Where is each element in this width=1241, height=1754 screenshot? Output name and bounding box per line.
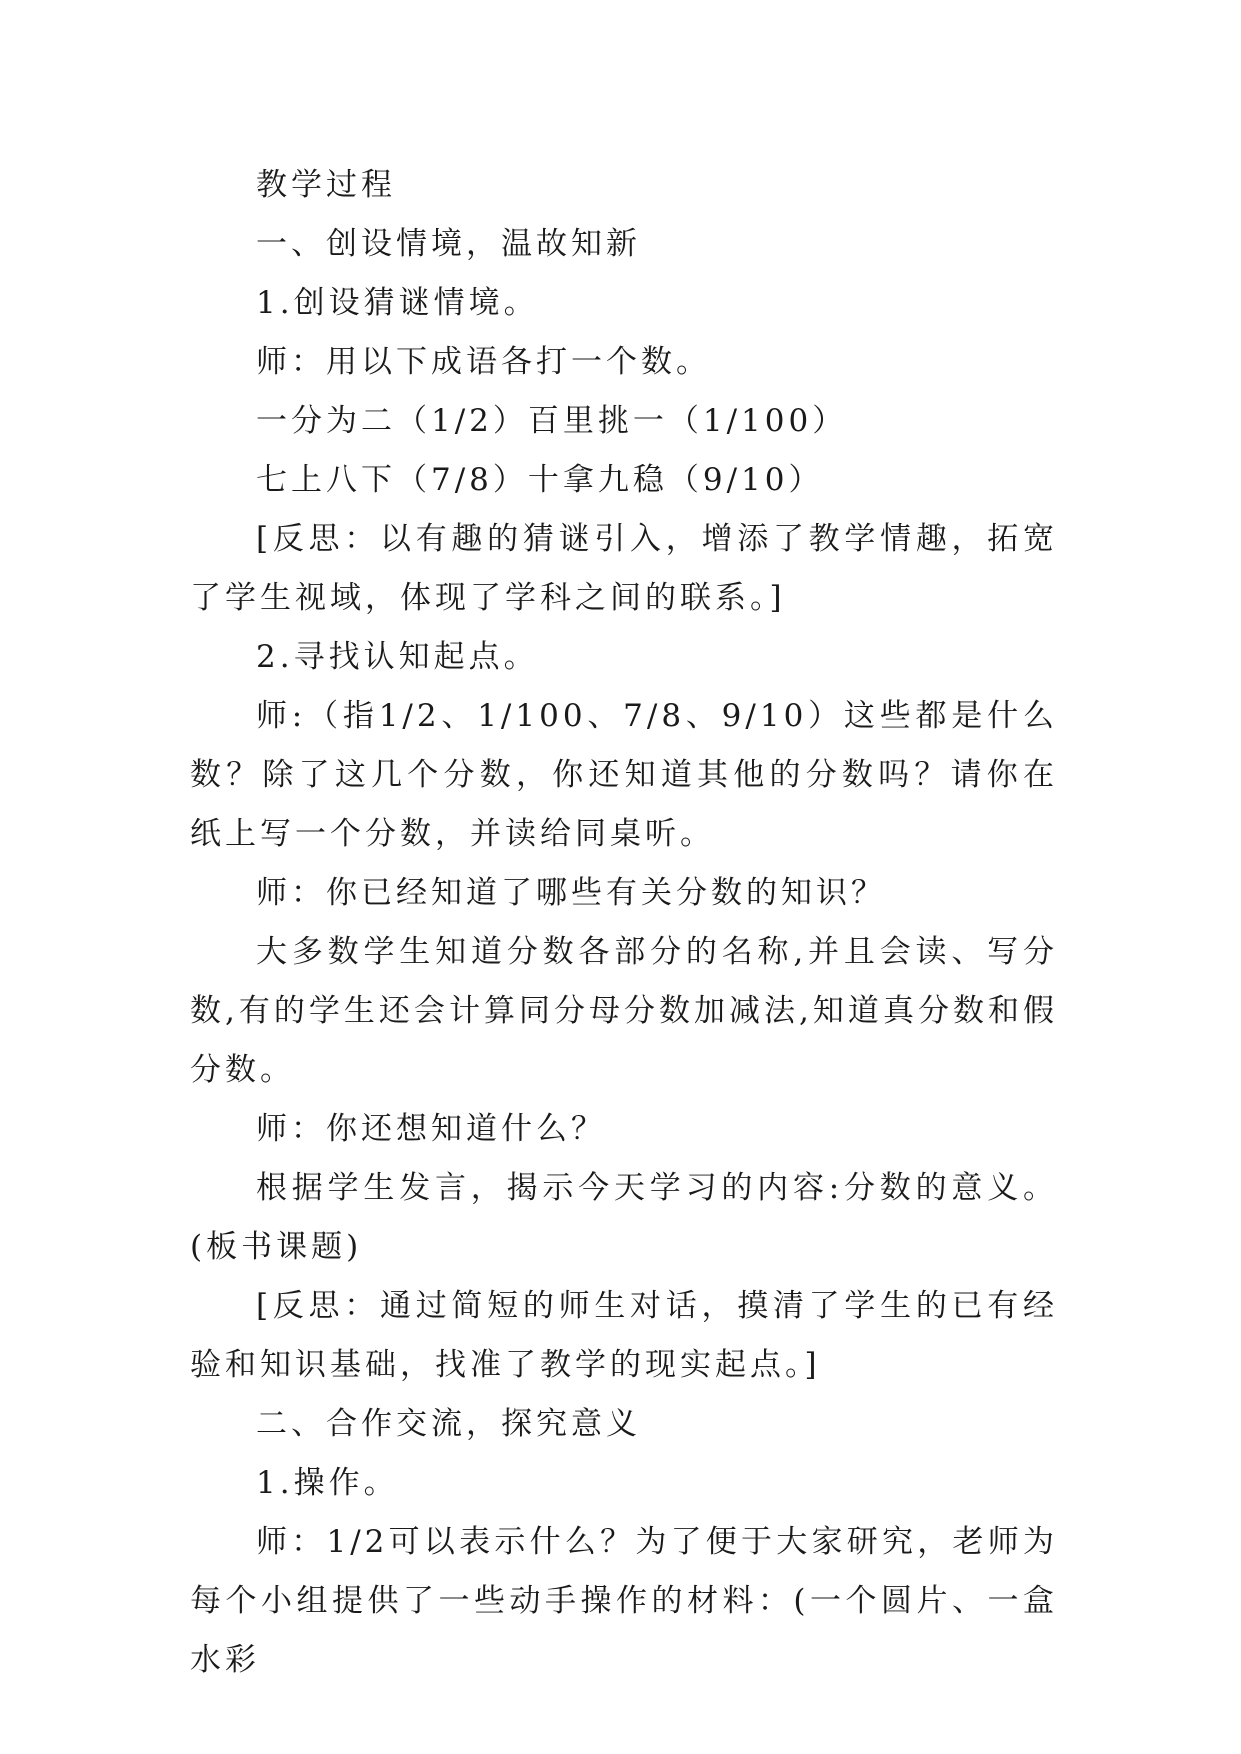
- section-heading-2: 二、合作交流，探究意义: [256, 1406, 641, 1442]
- paragraph-idiom-line-2: 七上八下（7/8）十拿九稳（9/10）: [256, 462, 824, 498]
- heading-teaching-process: 教学过程: [256, 167, 396, 203]
- reflection-note-2: [反思：通过简短的师生对话，摸清了学生的已有经验和知识基础，找准了教学的现实起点。]: [190, 1288, 1058, 1383]
- paragraph-teacher-idioms: 师：用以下成语各打一个数。: [256, 344, 711, 380]
- subheading-operation: 1.操作。: [256, 1465, 399, 1501]
- paragraph-teacher-question: 师:（指1/2、1/100、7/8、9/10）这些都是什么数？除了这几个分数，你还知道其他的分数吗？请你在纸上写一个分数，并读给同桌听。: [190, 698, 1058, 852]
- paragraph-idiom-line-1: 一分为二（1/2）百里挑一（1/100）: [256, 403, 848, 439]
- paragraph-teacher-knowledge: 师：你已经知道了哪些有关分数的知识？: [256, 875, 886, 911]
- reflection-note-1: [反思：以有趣的猜谜引入，增添了教学情趣，拓宽了学生视域，体现了学科之间的联系。]: [190, 521, 1058, 616]
- paragraph-teacher-materials: 师：1/2可以表示什么？为了便于大家研究，老师为每个小组提供了一些动手操作的材料：(一个圆片、一盒水彩: [190, 1524, 1058, 1678]
- subheading-cognitive-start: 2.寻找认知起点。: [256, 639, 539, 675]
- paragraph-reveal-topic: 根据学生发言，揭示今天学习的内容:分数的意义。(板书课题): [190, 1170, 1058, 1265]
- paragraph-student-knowledge: 大多数学生知道分数各部分的名称,并且会读、写分数,有的学生还会计算同分母分数加减法,知道真分数和假分数。: [190, 934, 1058, 1088]
- subheading-riddle-context: 1.创设猜谜情境。: [256, 285, 539, 321]
- section-heading-1: 一、创设情境，温故知新: [256, 226, 641, 262]
- paragraph-teacher-want: 师：你还想知道什么？: [256, 1111, 606, 1147]
- document-body: [190, 156, 1058, 1690]
